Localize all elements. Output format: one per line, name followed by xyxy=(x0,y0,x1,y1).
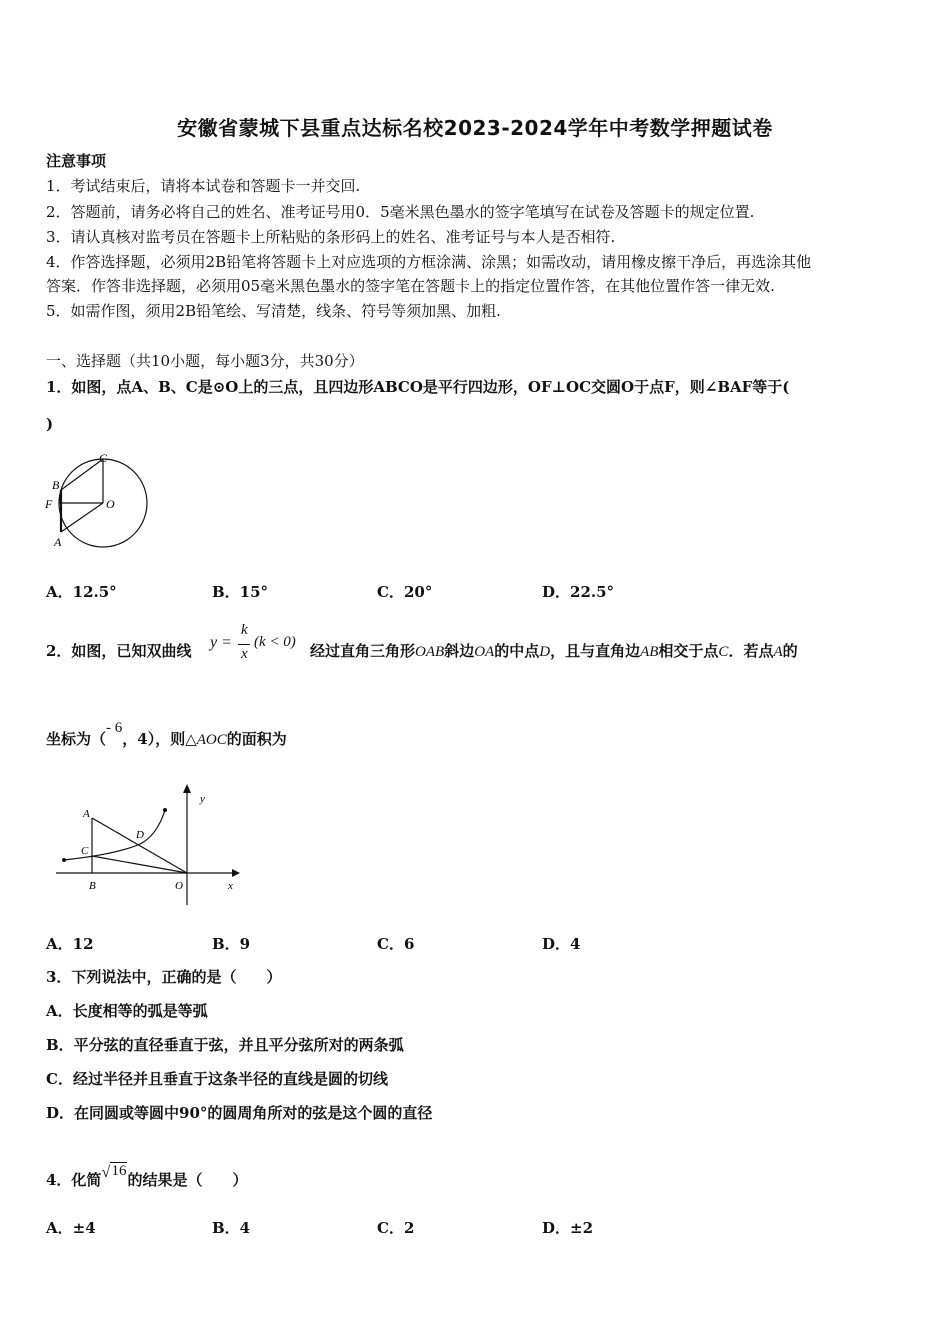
fig-label-c: C xyxy=(81,845,89,857)
q3-option-c[interactable]: C．经过半径并且垂直于这条半径的直线是圆的切线 xyxy=(46,1070,388,1088)
q1-option-b[interactable]: B．15° xyxy=(212,583,269,601)
q4-option-b[interactable]: B．4 xyxy=(212,1219,251,1237)
q2-option-c[interactable]: C．6 xyxy=(377,935,415,953)
q1-option-d[interactable]: D．22.5° xyxy=(542,583,615,601)
fig-label-f: F xyxy=(45,497,53,511)
q4-option-a[interactable]: A．±4 xyxy=(46,1219,96,1237)
fig-label-b: B xyxy=(89,880,96,892)
fig-label-b: B xyxy=(52,478,60,492)
note-item: 1．考试结束后，请将本试卷和答题卡一并交回. xyxy=(46,177,361,195)
q2-option-a[interactable]: A．12 xyxy=(46,935,94,953)
q1-stem: 1．如图，点A、B、C是⊙O上的三点，且四边形ABCO是平行四边形，OF⊥OC交圆O于点F，则∠BAF等于( xyxy=(46,378,790,396)
note-item: 3．请认真核对监考员在答题卡上所粘贴的条形码上的姓名、准考证号与本人是否相符. xyxy=(46,228,616,246)
fig-label-o: O xyxy=(106,497,115,511)
fig-label-a: A xyxy=(54,535,62,549)
fig-label-o: O xyxy=(175,880,183,892)
q2-stem-line2: 坐标为（- 6，4），则△AOC的面积为 xyxy=(46,720,287,748)
note-item: 4．作答选择题，必须用2B铅笔将答题卡上对应选项的方框涂满、涂黑；如需改动，请用橡皮擦干净后，再选涂其他 xyxy=(46,253,812,271)
note-item: 2．答题前，请务必将自己的姓名、准考证号用0．5毫米黑色墨水的签字笔填写在试卷及答题卡的规定位置. xyxy=(46,203,755,221)
q3-stem: 3．下列说法中，正确的是（ ） xyxy=(46,968,282,986)
sqrt-icon: √ xyxy=(101,1164,111,1181)
formula-condition: (k < 0) xyxy=(254,634,296,650)
q3-option-d[interactable]: D．在同圆或等圆中90°的圆周角所对的弦是这个圆的直径 xyxy=(46,1104,433,1122)
note-item: 答案．作答非选择题，必须用05毫米黑色墨水的签字笔在答题卡上的指定位置作答，在其他位置作答一律无效. xyxy=(46,277,775,295)
q2-formula xyxy=(208,622,308,666)
fraction-bar xyxy=(238,644,250,645)
q1-circle-figure xyxy=(40,452,155,552)
q3-option-b[interactable]: B．平分弦的直径垂直于弦，并且平分弦所对的两条弧 xyxy=(46,1036,404,1054)
q1-option-c[interactable]: C．20° xyxy=(377,583,433,601)
fig-label-a: A xyxy=(83,808,90,820)
q4-option-d[interactable]: D．±2 xyxy=(542,1219,594,1237)
formula-y: y = xyxy=(210,634,232,651)
q1-option-a[interactable]: A．12.5° xyxy=(46,583,117,601)
fig-label-d: D xyxy=(136,829,144,841)
note-item: 5．如需作图，须用2B铅笔绘、写清楚，线条、符号等须加黑、加粗. xyxy=(46,302,501,320)
fig-label-c: C xyxy=(99,452,108,465)
q2-option-d[interactable]: D．4 xyxy=(542,935,581,953)
formula-numerator: k xyxy=(241,622,248,638)
q2-hyperbola-figure xyxy=(52,780,252,910)
exam-title: 安徽省蒙城下县重点达标名校2023-2024学年中考数学押题试卷 xyxy=(177,116,773,140)
fig-label-y: y xyxy=(200,793,205,805)
q2-prefix: 2．如图，已知双曲线 xyxy=(46,642,192,660)
fig-label-x: x xyxy=(228,880,233,892)
formula-denominator: x xyxy=(241,646,248,662)
q2-option-b[interactable]: B．9 xyxy=(212,935,251,953)
notes-heading: 注意事项 xyxy=(46,152,107,170)
q2-stem: 经过直角三角形OAB斜边OA的中点D，且与直角边AB相交于点C．若点A的 xyxy=(310,642,798,660)
section-heading: 一、选择题（共10小题，每小题3分，共30分） xyxy=(46,352,364,370)
q1-stem-cont: ) xyxy=(46,415,54,433)
q4-option-c[interactable]: C．2 xyxy=(377,1219,415,1237)
q4-stem: 4．化简 √ 16的结果是（ ） xyxy=(46,1163,248,1189)
q3-option-a[interactable]: A．长度相等的弧是等弧 xyxy=(46,1002,208,1020)
coord-x: - 6 xyxy=(106,720,123,736)
sqrt-expression: √ 16 xyxy=(101,1163,127,1181)
